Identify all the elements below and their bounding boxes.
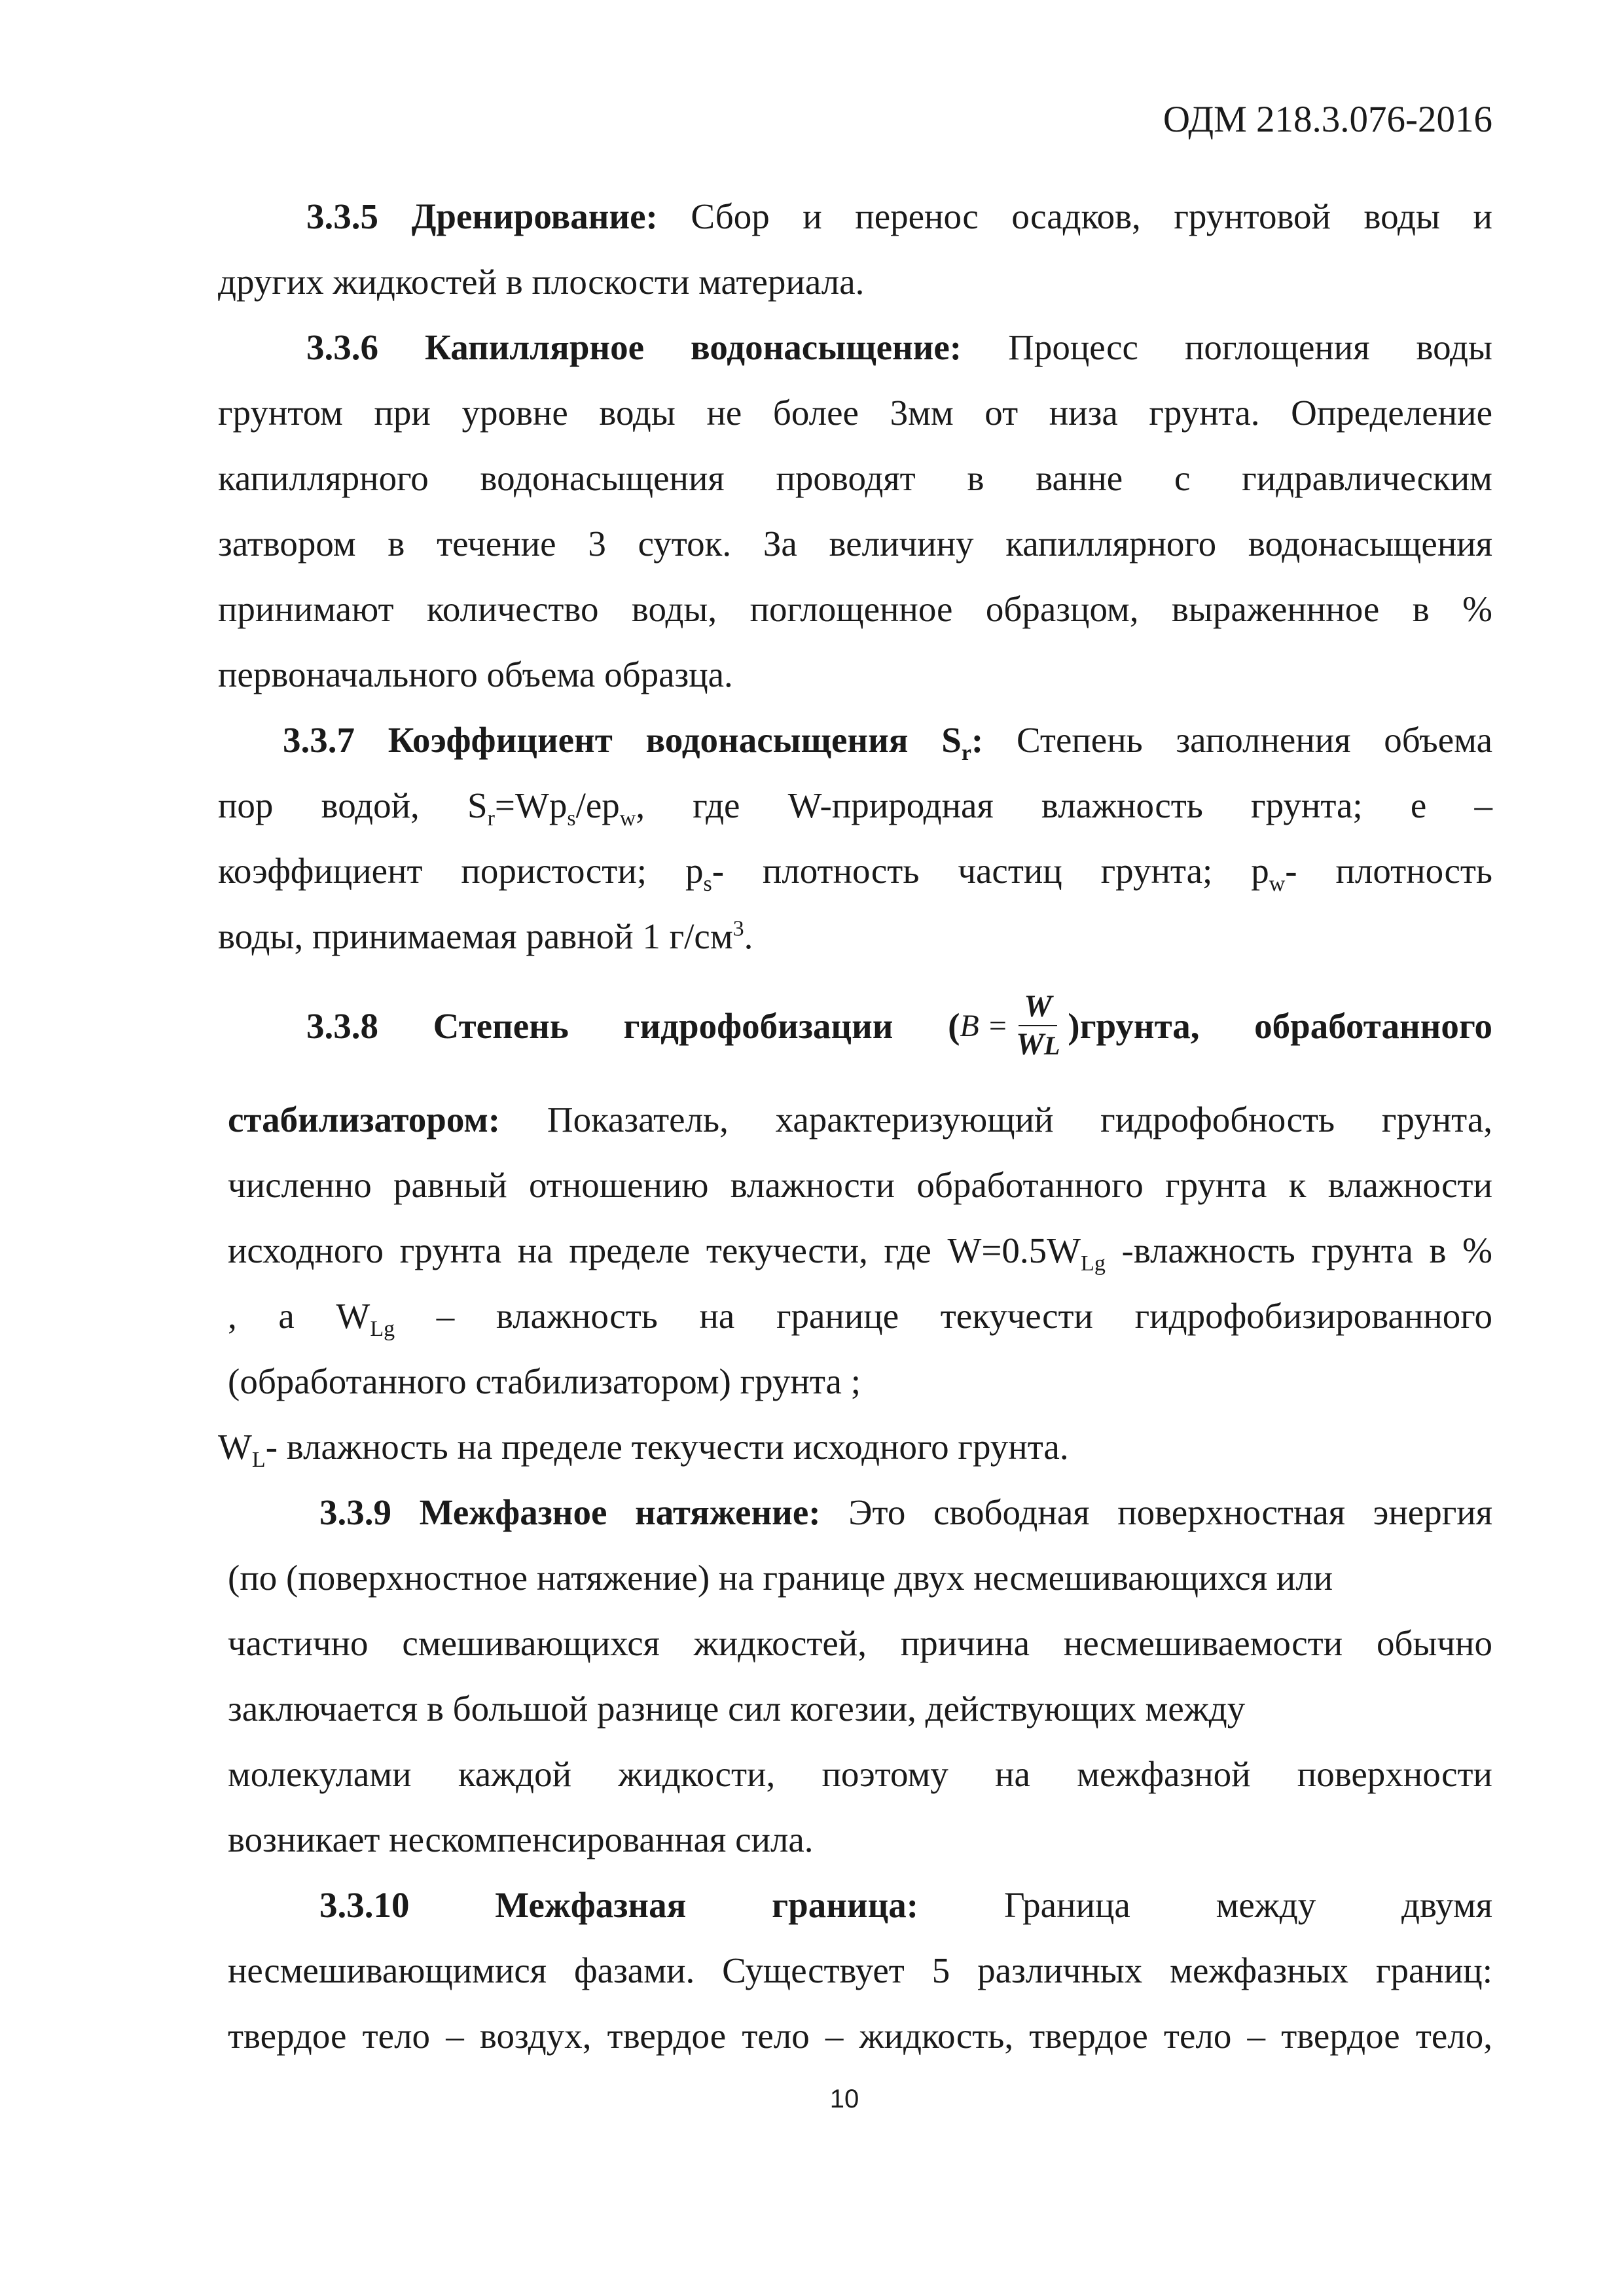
clause-3-3-9-line-3: частично смешивающихся жидкостей, причина несмешиваемости обычно — [228, 1623, 1492, 1663]
clause-3-3-6-line-3: капиллярного водонасыщения проводят в ванне с гидравлическим — [218, 458, 1492, 498]
clause-3-3-8-line-1: 3.3.8 Степень гидрофобизации ( B = $\frac{W}{WL}$ )грунта, обработанного — [306, 987, 1492, 1066]
clause-3-3-8-line-3: численно равный отношению влажности обработанного грунта к влажности — [228, 1165, 1492, 1205]
clause-3-3-9-line-4: заключается в большой разнице сил когезии, действующих между — [228, 1689, 1246, 1729]
page-number: 10 — [829, 2085, 859, 2113]
clause-3-3-5-line-2: других жидкостей в плоскости материала. — [218, 262, 865, 302]
clause-3-3-7-line-2: пор водой, $S_r=Wp_s/ep_w$, где W-природная влажность грунта; е – — [218, 785, 1492, 831]
clause-3-3-8-line-6: (обработанного стабилизатором) грунта ; — [228, 1361, 861, 1401]
clause-3-3-9-line-6: возникает нескомпенсированная сила. — [228, 1820, 814, 1859]
clause-3-3-6-line-4: затвором в течение 3 суток. За величину капиллярного водонасыщения — [218, 524, 1492, 564]
clause-3-3-5-line-1: 3.3.5 Дренирование: Сбор и перенос осадков, грунтовой воды и — [306, 196, 1492, 236]
clause-3-3-10-line-1: 3.3.10 Межфазная граница: Граница между двумя — [319, 1885, 1493, 1925]
clause-3-3-10-line-2: несмешивающимися фазами. Существует 5 различных межфазных границ: — [228, 1950, 1492, 1990]
document-code-header: ОДМ 218.3.076-2016 — [1163, 99, 1492, 140]
formula-fraction: $\frac{W}{WL}$ — [1016, 989, 1060, 1062]
clause-3-3-9-line-2: (по (поверхностное натяжение) на границе двух несмешивающихся или — [228, 1558, 1333, 1598]
clause-3-3-9-line-5: молекулами каждой жидкости, поэтому на межфазной поверхности — [228, 1754, 1492, 1794]
clause-3-3-8-line-5: , а $W_{Lg}$ – влажность на границе текучести гидрофобизированного — [228, 1296, 1492, 1341]
clause-3-3-8-line-2: стабилизатором: Показатель, характеризующий гидрофобность грунта, — [228, 1100, 1492, 1139]
clause-3-3-7-line-3: коэффициент пористости; $p_s-$ плотность частиц грунта; $p_w-$ плотность — [218, 851, 1493, 896]
clause-3-3-7-line-1: 3.3.7 Коэффициент водонасыщения $S_r$: Степень заполнения объема — [283, 720, 1492, 765]
clause-3-3-8-line-4: исходного грунта на пределе текучести, где $W=0.5W_{Lg}$ -влажность грунта в % — [228, 1230, 1492, 1276]
clause-3-3-7-line-4: воды, принимаемая равной 1 $г/см^3$. — [218, 916, 753, 956]
clause-3-3-8-heading: 3.3.8 — [306, 1006, 378, 1046]
clause-3-3-6-line-2: грунтом при уровне воды не более 3мм от низа грунта. Определение — [218, 393, 1492, 433]
clause-3-3-9-line-1: 3.3.9 Межфазное натяжение: Это свободная поверхностная энергия — [319, 1492, 1492, 1532]
clause-3-3-6-line-5: принимают количество воды, поглощенное образцом, выраженнное в % — [218, 589, 1492, 629]
clause-3-3-6-line-6: первоначального объема образца. — [218, 655, 733, 694]
clause-3-3-6-line-1: 3.3.6 Капиллярное водонасыщение: Процесс поглощения воды — [306, 327, 1492, 367]
hydrophobization-formula: ( B = $\frac{W}{WL}$ )грунта, — [948, 988, 1199, 1064]
clause-3-3-10-line-3: твердое тело – воздух, твердое тело – жидкость, твердое тело – твердое тело, — [228, 2016, 1492, 2056]
clause-3-3-8-line-7: $W_L-$ влажность на пределе текучести исходного грунта. — [218, 1427, 1069, 1472]
